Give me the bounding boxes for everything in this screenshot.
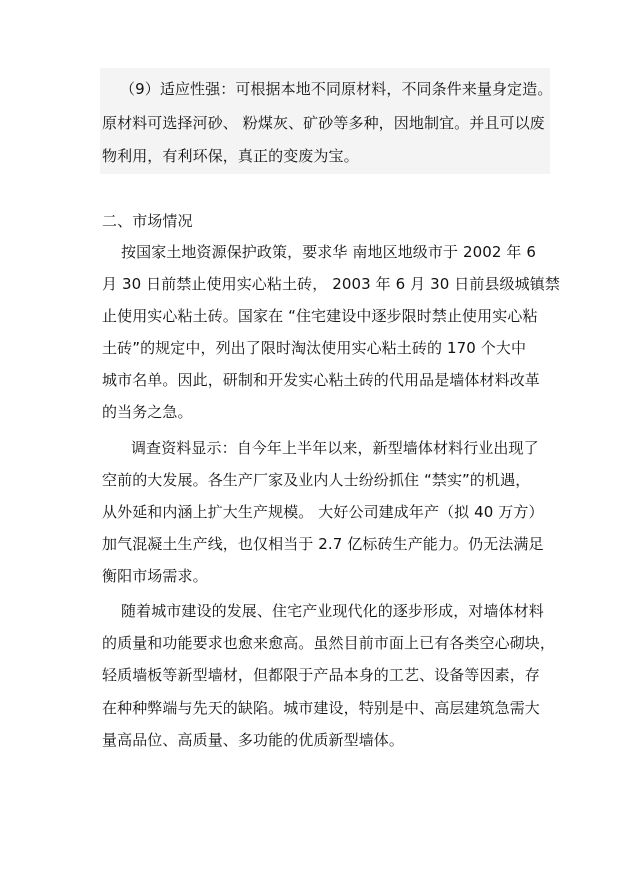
text-line: 的质量和功能要求也愈来愈高。虽然目前市面上已有各类空心砌块， [102, 634, 556, 652]
text-line: 量高品位、高质量、多功能的优质新型墙体。 [102, 731, 405, 749]
text-line: （9）适应性强：可根据本地不同原材料，不同条件来量身定造。 [120, 80, 553, 98]
text-line: 在种种弊端与先天的缺陷。城市建设，特别是中、高层建筑急需大 [102, 699, 540, 717]
text-line: 物利用，有利环保，真正的变废为宝。 [102, 147, 359, 165]
section-heading: 二、市场情况 [102, 212, 193, 230]
text-line: 按国家土地资源保护政策，要求华 南地区地级市于 2002 年 6 [121, 243, 536, 261]
text-line: 城市名单。因此，研制和开发实心粘土砖的代用品是墙体材料改革 [102, 371, 540, 389]
text-line: 土砖”的规定中，列出了限时淘汰使用实心粘土砖的 170 个大中 [102, 339, 527, 357]
text-line: 随着城市建设的发展、住宅产业现代化的逐步形成，对墙体材料 [121, 602, 544, 620]
text-line: 止使用实心粘土砖。国家在 “住宅建设中逐步限时禁止使用实心粘 [102, 307, 538, 325]
text-line: 轻质墙板等新型墙材，但都限于产品本身的工艺、设备等因素，存 [102, 666, 540, 684]
text-line: 调查资料显示：自今年上半年以来，新型墙体材料行业出现了 [131, 439, 539, 457]
text-line: 原材料可选择河砂、 粉煤灰、矿砂等多种，因地制宜。并且可以废 [102, 114, 545, 132]
text-line: 加气混凝土生产线，也仅相当于 2.7 亿标砖生产能力。仍无法满足 [102, 535, 544, 553]
text-line: 衡阳市场需求。 [102, 567, 208, 585]
text-line: 从外延和内涵上扩大生产规模。 大好公司建成年产（拟 40 万方） [102, 503, 544, 521]
text-line: 的当务之急。 [102, 403, 193, 421]
text-line: 空前的大发展。各生产厂家及业内人士纷纷抓住 “禁实”的机遇， [102, 471, 531, 489]
text-line: 月 30 日前禁止使用实心粘土砖， 2003 年 6 月 30 日前县级城镇禁 [102, 275, 560, 293]
